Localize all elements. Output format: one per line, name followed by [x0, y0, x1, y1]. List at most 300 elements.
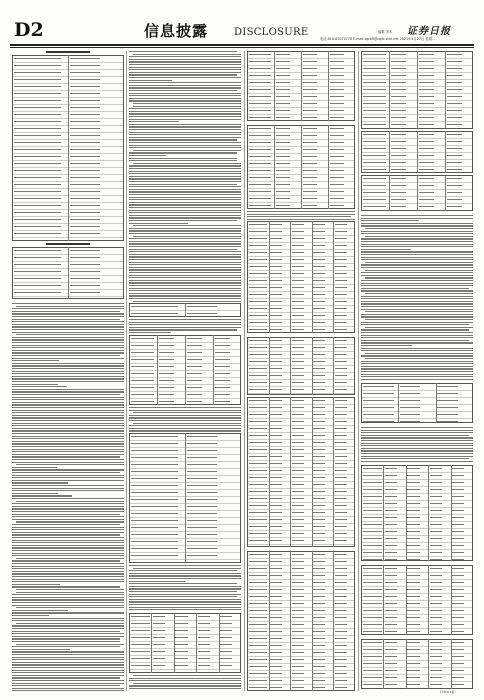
- table-cell-text: [430, 489, 442, 490]
- table-cell-text: [153, 658, 165, 659]
- text-line: [129, 108, 241, 109]
- table-cell-text: [249, 519, 267, 520]
- table-cell-text: [447, 206, 462, 207]
- table-cell-text: [249, 631, 267, 632]
- table-cell-text: [187, 366, 202, 367]
- table-cell-text: [313, 361, 325, 362]
- text-line: [12, 311, 120, 312]
- table-cell-text: [385, 649, 397, 650]
- table-cell-text: [249, 382, 267, 383]
- table-cell-text: [303, 184, 318, 185]
- text-line: [12, 594, 124, 595]
- text-line: [12, 555, 124, 556]
- table-cell-text: [292, 245, 304, 246]
- table-cell-text: [14, 79, 62, 80]
- text-line: [12, 345, 124, 346]
- table-cell-text: [363, 617, 382, 618]
- text-line: [133, 568, 241, 569]
- table-cell-text: [437, 386, 458, 387]
- table-cell-text: [313, 568, 325, 569]
- table-cell-text: [391, 110, 406, 111]
- table-cell-text: [292, 484, 304, 485]
- text-line: [12, 529, 124, 530]
- table-cell-text: [419, 185, 434, 186]
- text-line: [129, 72, 241, 73]
- table-column-rule: [406, 465, 407, 561]
- text-line: [12, 646, 120, 647]
- table-cell-text: [363, 169, 387, 170]
- text-line: [129, 594, 241, 595]
- text-line: [129, 609, 241, 610]
- text-line: [129, 85, 241, 86]
- table-cell-text: [313, 561, 325, 562]
- table-cell-text: [187, 548, 218, 549]
- text-line: [129, 56, 241, 57]
- table-cell-text: [270, 470, 282, 471]
- table-cell-text: [276, 68, 291, 69]
- table-cell-text: [270, 456, 282, 457]
- table-cell-text: [407, 482, 419, 483]
- text-line: [12, 420, 124, 421]
- table-cell-text: [187, 313, 218, 314]
- text-line: [361, 440, 473, 441]
- table-cell-text: [419, 178, 434, 179]
- table-cell-text: [330, 110, 345, 111]
- text-line: [129, 420, 241, 421]
- table-column-rule: [398, 383, 399, 423]
- table-cell-text: [270, 354, 282, 355]
- table-cell-text: [131, 464, 179, 465]
- table-cell-text: [335, 266, 347, 267]
- table-cell-text: [249, 308, 267, 309]
- text-line: [12, 321, 124, 322]
- table-cell-text: [270, 273, 282, 274]
- table-cell-text: [335, 561, 347, 562]
- text-line: [129, 249, 237, 250]
- table-cell-text: [313, 477, 325, 478]
- table-cell-text: [391, 155, 406, 156]
- text-line: [12, 641, 120, 642]
- table-cell-text: [363, 110, 387, 111]
- text-line: [12, 657, 124, 658]
- table-column-rule: [290, 397, 291, 547]
- table-cell-text: [14, 128, 62, 129]
- column-divider: [244, 51, 245, 691]
- table-cell-text: [452, 552, 464, 553]
- table-cell-text: [270, 519, 282, 520]
- table-cell-text: [447, 199, 462, 200]
- table-cell-text: [292, 491, 304, 492]
- table-cell-text: [407, 489, 419, 490]
- table-cell-text: [313, 382, 325, 383]
- table-column-rule: [328, 51, 329, 121]
- table-cell-text: [363, 482, 382, 483]
- table-cell-text: [249, 407, 267, 408]
- table-cell-text: [335, 498, 347, 499]
- table-cell-text: [363, 568, 382, 569]
- text-line: [365, 327, 473, 328]
- table-cell-text: [430, 568, 442, 569]
- table-cell-text: [292, 329, 304, 330]
- table-cell-text: [363, 670, 382, 671]
- table-cell-text: [292, 435, 304, 436]
- table-cell-text: [335, 231, 347, 232]
- text-line: [361, 290, 473, 291]
- table-cell-text: [292, 512, 304, 513]
- table-cell-text: [313, 575, 325, 576]
- table-cell-text: [335, 456, 347, 457]
- table-cell-text: [447, 89, 462, 90]
- table-cell-text: [447, 124, 462, 125]
- text-line: [129, 293, 241, 294]
- table-cell-text: [276, 110, 291, 111]
- text-line: [361, 303, 473, 304]
- table-cell-text: [335, 470, 347, 471]
- text-line: [129, 428, 241, 429]
- table-cell-text: [303, 205, 318, 206]
- text-line: [133, 106, 241, 107]
- table-cell-text: [198, 637, 210, 638]
- text-line: [12, 667, 124, 668]
- table-cell-text: [249, 89, 272, 90]
- table-cell-text: [153, 616, 165, 617]
- table-cell-text: [363, 178, 387, 179]
- table-cell-text: [430, 475, 442, 476]
- table-cell-text: [131, 387, 155, 388]
- table-cell-text: [187, 555, 218, 556]
- table-cell-text: [303, 156, 318, 157]
- table-cell-text: [70, 219, 101, 220]
- text-line: [12, 355, 120, 356]
- table-cell-text: [70, 191, 101, 192]
- table-cell-text: [292, 280, 304, 281]
- table-cell-text: [363, 96, 387, 97]
- table-cell-text: [198, 623, 210, 624]
- text-line: [247, 211, 355, 212]
- table-cell-text: [452, 582, 464, 583]
- text-line: [12, 597, 124, 598]
- table-cell-text: [198, 651, 210, 652]
- table-cell-text: [14, 191, 62, 192]
- text-line: [129, 223, 188, 224]
- text-line: [129, 199, 241, 200]
- text-line: [12, 415, 124, 416]
- table-cell-text: [276, 82, 291, 83]
- text-line: [361, 445, 473, 446]
- table-cell-text: [70, 163, 101, 164]
- text-line: [133, 301, 241, 302]
- table-cell-text: [159, 359, 174, 360]
- table-cell-text: [187, 436, 218, 437]
- table-cell-text: [391, 169, 406, 170]
- table-cell-text: [335, 442, 347, 443]
- text-line: [12, 599, 124, 600]
- table-cell-text: [249, 512, 267, 513]
- text-line: [365, 228, 473, 229]
- table-cell-text: [70, 184, 101, 185]
- table-column-rule: [185, 433, 186, 563]
- table-cell-text: [313, 301, 325, 302]
- text-line: [361, 427, 473, 428]
- text-line: [361, 296, 473, 297]
- table-cell-text: [187, 373, 202, 374]
- table-cell-text: [249, 491, 267, 492]
- table-cell-text: [313, 631, 325, 632]
- text-line: [129, 113, 241, 114]
- table-cell-text: [313, 315, 325, 316]
- table-column-rule: [383, 565, 384, 635]
- table-cell-text: [70, 212, 101, 213]
- table-cell-text: [292, 389, 304, 390]
- text-line: [12, 636, 124, 637]
- table-cell-text: [363, 545, 382, 546]
- table-cell-text: [292, 575, 304, 576]
- table-cell-text: [363, 206, 387, 207]
- table-cell-text: [220, 637, 232, 638]
- text-line: [12, 462, 124, 463]
- table-cell-text: [249, 273, 267, 274]
- table-cell-text: [276, 89, 291, 90]
- table-cell-text: [292, 687, 304, 688]
- table-cell-text: [330, 96, 345, 97]
- table-cell-text: [430, 603, 442, 604]
- table-cell-text: [407, 568, 419, 569]
- text-line: [12, 397, 124, 398]
- text-line: [12, 313, 124, 314]
- table-column-rule: [269, 221, 270, 333]
- text-line: [361, 374, 473, 375]
- table-cell-text: [249, 582, 267, 583]
- table-block: [247, 397, 355, 547]
- table-cell-text: [430, 642, 442, 643]
- table-cell-text: [270, 382, 282, 383]
- table-cell-text: [70, 121, 101, 122]
- table-cell-text: [430, 670, 442, 671]
- table-cell-text: [270, 428, 282, 429]
- table-cell-text: [249, 463, 267, 464]
- text-line: [129, 259, 241, 260]
- table-cell-text: [198, 616, 210, 617]
- table-cell-text: [391, 178, 406, 179]
- table-cell-text: [249, 435, 267, 436]
- table-cell-text: [270, 533, 282, 534]
- table-cell-text: [407, 670, 419, 671]
- table-cell-text: [292, 582, 304, 583]
- text-line: [12, 475, 124, 476]
- table-cell-text: [430, 524, 442, 525]
- table-cell-text: [292, 368, 304, 369]
- table-cell-text: [270, 582, 282, 583]
- table-cell-text: [70, 264, 101, 265]
- table-cell-text: [391, 185, 406, 186]
- table-cell-text: [270, 259, 282, 260]
- table-cell-text: [335, 638, 347, 639]
- text-line: [12, 472, 120, 473]
- table-cell-text: [292, 519, 304, 520]
- table-cell-text: [187, 457, 218, 458]
- table-cell-text: [391, 124, 406, 125]
- table-cell-text: [313, 294, 325, 295]
- table-cell-text: [385, 475, 397, 476]
- table-cell-text: [363, 517, 382, 518]
- table-cell-text: [313, 659, 325, 660]
- table-cell-text: [292, 400, 304, 401]
- table-column-rule: [269, 397, 270, 547]
- table-cell-text: [292, 673, 304, 674]
- text-line: [361, 379, 473, 380]
- table-cell-text: [313, 519, 325, 520]
- table-cell-text: [303, 117, 318, 118]
- text-line: [129, 269, 241, 270]
- table-cell-text: [330, 117, 345, 118]
- text-line: [361, 283, 473, 284]
- table-cell-text: [363, 582, 382, 583]
- table-column-rule: [333, 551, 334, 691]
- text-line: [129, 407, 241, 408]
- table-cell-text: [249, 340, 267, 341]
- table-cell-text: [270, 631, 282, 632]
- table-cell-text: [335, 610, 347, 611]
- table-cell-text: [303, 135, 318, 136]
- table-cell-text: [270, 505, 282, 506]
- table-cell-text: [407, 624, 419, 625]
- table-cell-text: [131, 534, 179, 535]
- text-line: [12, 368, 124, 369]
- text-line: [361, 448, 473, 449]
- table-cell-text: [159, 401, 174, 402]
- table-column-rule: [417, 51, 418, 129]
- table-cell-text: [430, 552, 442, 553]
- table-column-rule: [445, 51, 446, 129]
- text-line: [129, 173, 241, 174]
- section-title-en: DISCLOSURE: [234, 27, 309, 38]
- text-line: [12, 581, 124, 582]
- table-cell-text: [270, 687, 282, 688]
- text-line: [361, 220, 419, 221]
- table-cell-text: [313, 463, 325, 464]
- text-line: [129, 111, 241, 112]
- table-cell-text: [249, 533, 267, 534]
- table-cell-text: [70, 100, 101, 101]
- table-cell-text: [313, 238, 325, 239]
- table-cell-text: [292, 533, 304, 534]
- table-cell-text: [447, 134, 462, 135]
- text-line: [12, 511, 124, 512]
- text-line: [361, 259, 473, 260]
- table-cell-text: [70, 86, 101, 87]
- table-cell-text: [14, 205, 62, 206]
- table-cell-text: [292, 498, 304, 499]
- table-cell-text: [14, 100, 62, 101]
- table-cell-text: [330, 184, 345, 185]
- table-cell-text: [400, 393, 421, 394]
- table-cell-text: [292, 540, 304, 541]
- text-line: [12, 576, 124, 577]
- table-cell-text: [292, 231, 304, 232]
- table-column-rule: [389, 175, 390, 211]
- table-cell-text: [303, 68, 318, 69]
- text-line: [12, 545, 124, 546]
- text-line: [129, 256, 241, 257]
- table-cell-text: [276, 163, 291, 164]
- table-cell-text: [276, 96, 291, 97]
- table-cell-text: [407, 538, 419, 539]
- table-cell-text: [363, 155, 387, 156]
- table-cell-text: [249, 315, 267, 316]
- table-cell-text: [292, 659, 304, 660]
- table-cell-text: [330, 198, 345, 199]
- text-line: [12, 628, 124, 629]
- table-cell-text: [430, 496, 442, 497]
- text-line: [133, 103, 241, 104]
- table-cell-text: [292, 554, 304, 555]
- table-cell-text: [363, 610, 382, 611]
- table-cell-text: [249, 568, 267, 569]
- table-cell-text: [313, 491, 325, 492]
- table-cell-text: [313, 652, 325, 653]
- text-line: [12, 352, 124, 353]
- text-line: [12, 329, 124, 330]
- table-cell-text: [292, 354, 304, 355]
- table-block: [247, 551, 355, 691]
- text-line: [12, 433, 124, 434]
- table-cell-text: [391, 141, 406, 142]
- table-cell-text: [249, 128, 272, 129]
- table-cell-text: [430, 538, 442, 539]
- continuation-note: （下转D3版）: [438, 690, 458, 694]
- table-cell-text: [313, 231, 325, 232]
- text-line: [133, 412, 241, 413]
- table-cell-text: [14, 177, 62, 178]
- table-cell-text: [131, 651, 150, 652]
- table-cell-text: [430, 624, 442, 625]
- text-line: [129, 319, 241, 320]
- text-line: [129, 570, 237, 571]
- table-cell-text: [249, 673, 267, 674]
- table-cell-text: [131, 443, 179, 444]
- text-line: [361, 366, 473, 367]
- table-cell-text: [303, 191, 318, 192]
- table-cell-text: [14, 292, 62, 293]
- text-line: [129, 417, 241, 418]
- text-line: [129, 599, 241, 600]
- table-cell-text: [292, 568, 304, 569]
- table-cell-text: [335, 280, 347, 281]
- table-cell-text: [385, 663, 397, 664]
- table-column-rule: [157, 335, 158, 405]
- table-column-rule: [428, 565, 429, 635]
- table-cell-text: [452, 624, 464, 625]
- table-cell-text: [215, 373, 230, 374]
- table-cell-text: [270, 463, 282, 464]
- table-cell-text: [313, 329, 325, 330]
- table-cell-text: [452, 596, 464, 597]
- table-column-rule: [451, 639, 452, 689]
- text-line: [361, 458, 469, 459]
- table-cell-text: [363, 148, 387, 149]
- table-cell-text: [270, 347, 282, 348]
- table-cell-text: [249, 414, 267, 415]
- text-line: [12, 459, 124, 460]
- table-cell-text: [385, 524, 397, 525]
- text-line: [129, 212, 241, 213]
- table-cell-text: [407, 677, 419, 678]
- text-line: [361, 435, 469, 436]
- table-cell-text: [430, 649, 442, 650]
- table-cell-text: [419, 82, 434, 83]
- contact-line: 电话:010-63070778 E-mail:zqrb9@zqrb.sina.net 2021年4月27日 星期二: [320, 37, 436, 41]
- text-line: [12, 612, 124, 613]
